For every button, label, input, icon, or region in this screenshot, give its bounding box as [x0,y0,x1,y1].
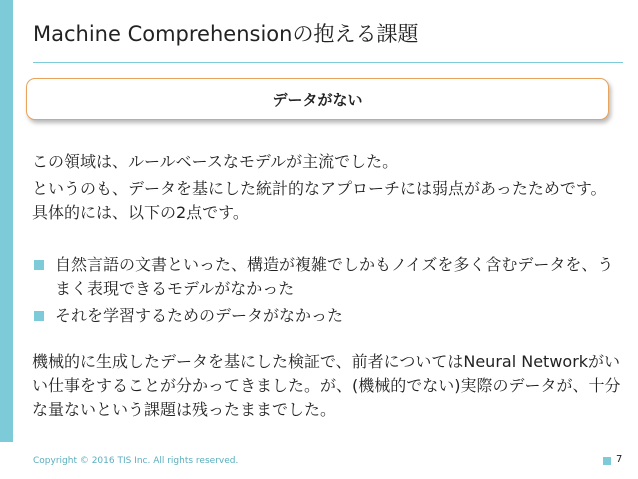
footer-copyright: Copyright © 2016 TIS Inc. All rights reserved. [33,456,239,466]
title-divider [33,62,623,63]
paragraph-1: この領域は、ルールベースなモデルが主流でした。 [32,152,399,171]
bullet-text: 自然言語の文書といった、構造が複雑でしかもノイズを多く含むデータを、うまく表現できるモデルがなかった [55,255,614,298]
bullet-item [32,304,622,328]
square-bullet-icon [34,260,44,270]
bullet-item [32,253,622,301]
square-bullet-icon [34,311,44,321]
page-number: 7 [616,454,623,465]
paragraph-3: 機械的に生成したデータを基にした検証で、前者についてはNeural Networkがいい仕事をすることが分かってきました。が、(機械的でない)実際のデータが、十分な量ないという課題は残ったままでした。 [32,352,621,419]
slide-title: Machine Comprehensionの抱える課題 [33,22,419,46]
paragraph-2: というのも、データを基にした統計的なアプローチには弱点があったためです。具体的には、以下の2点です。 [32,179,607,222]
page-marker-icon [603,457,611,465]
bullet-list [32,253,622,331]
left-accent-bar [0,0,13,442]
bullet-text: それを学習するためのデータがなかった [55,306,344,325]
callout-text: データがない [272,90,363,109]
callout-box [26,78,609,120]
